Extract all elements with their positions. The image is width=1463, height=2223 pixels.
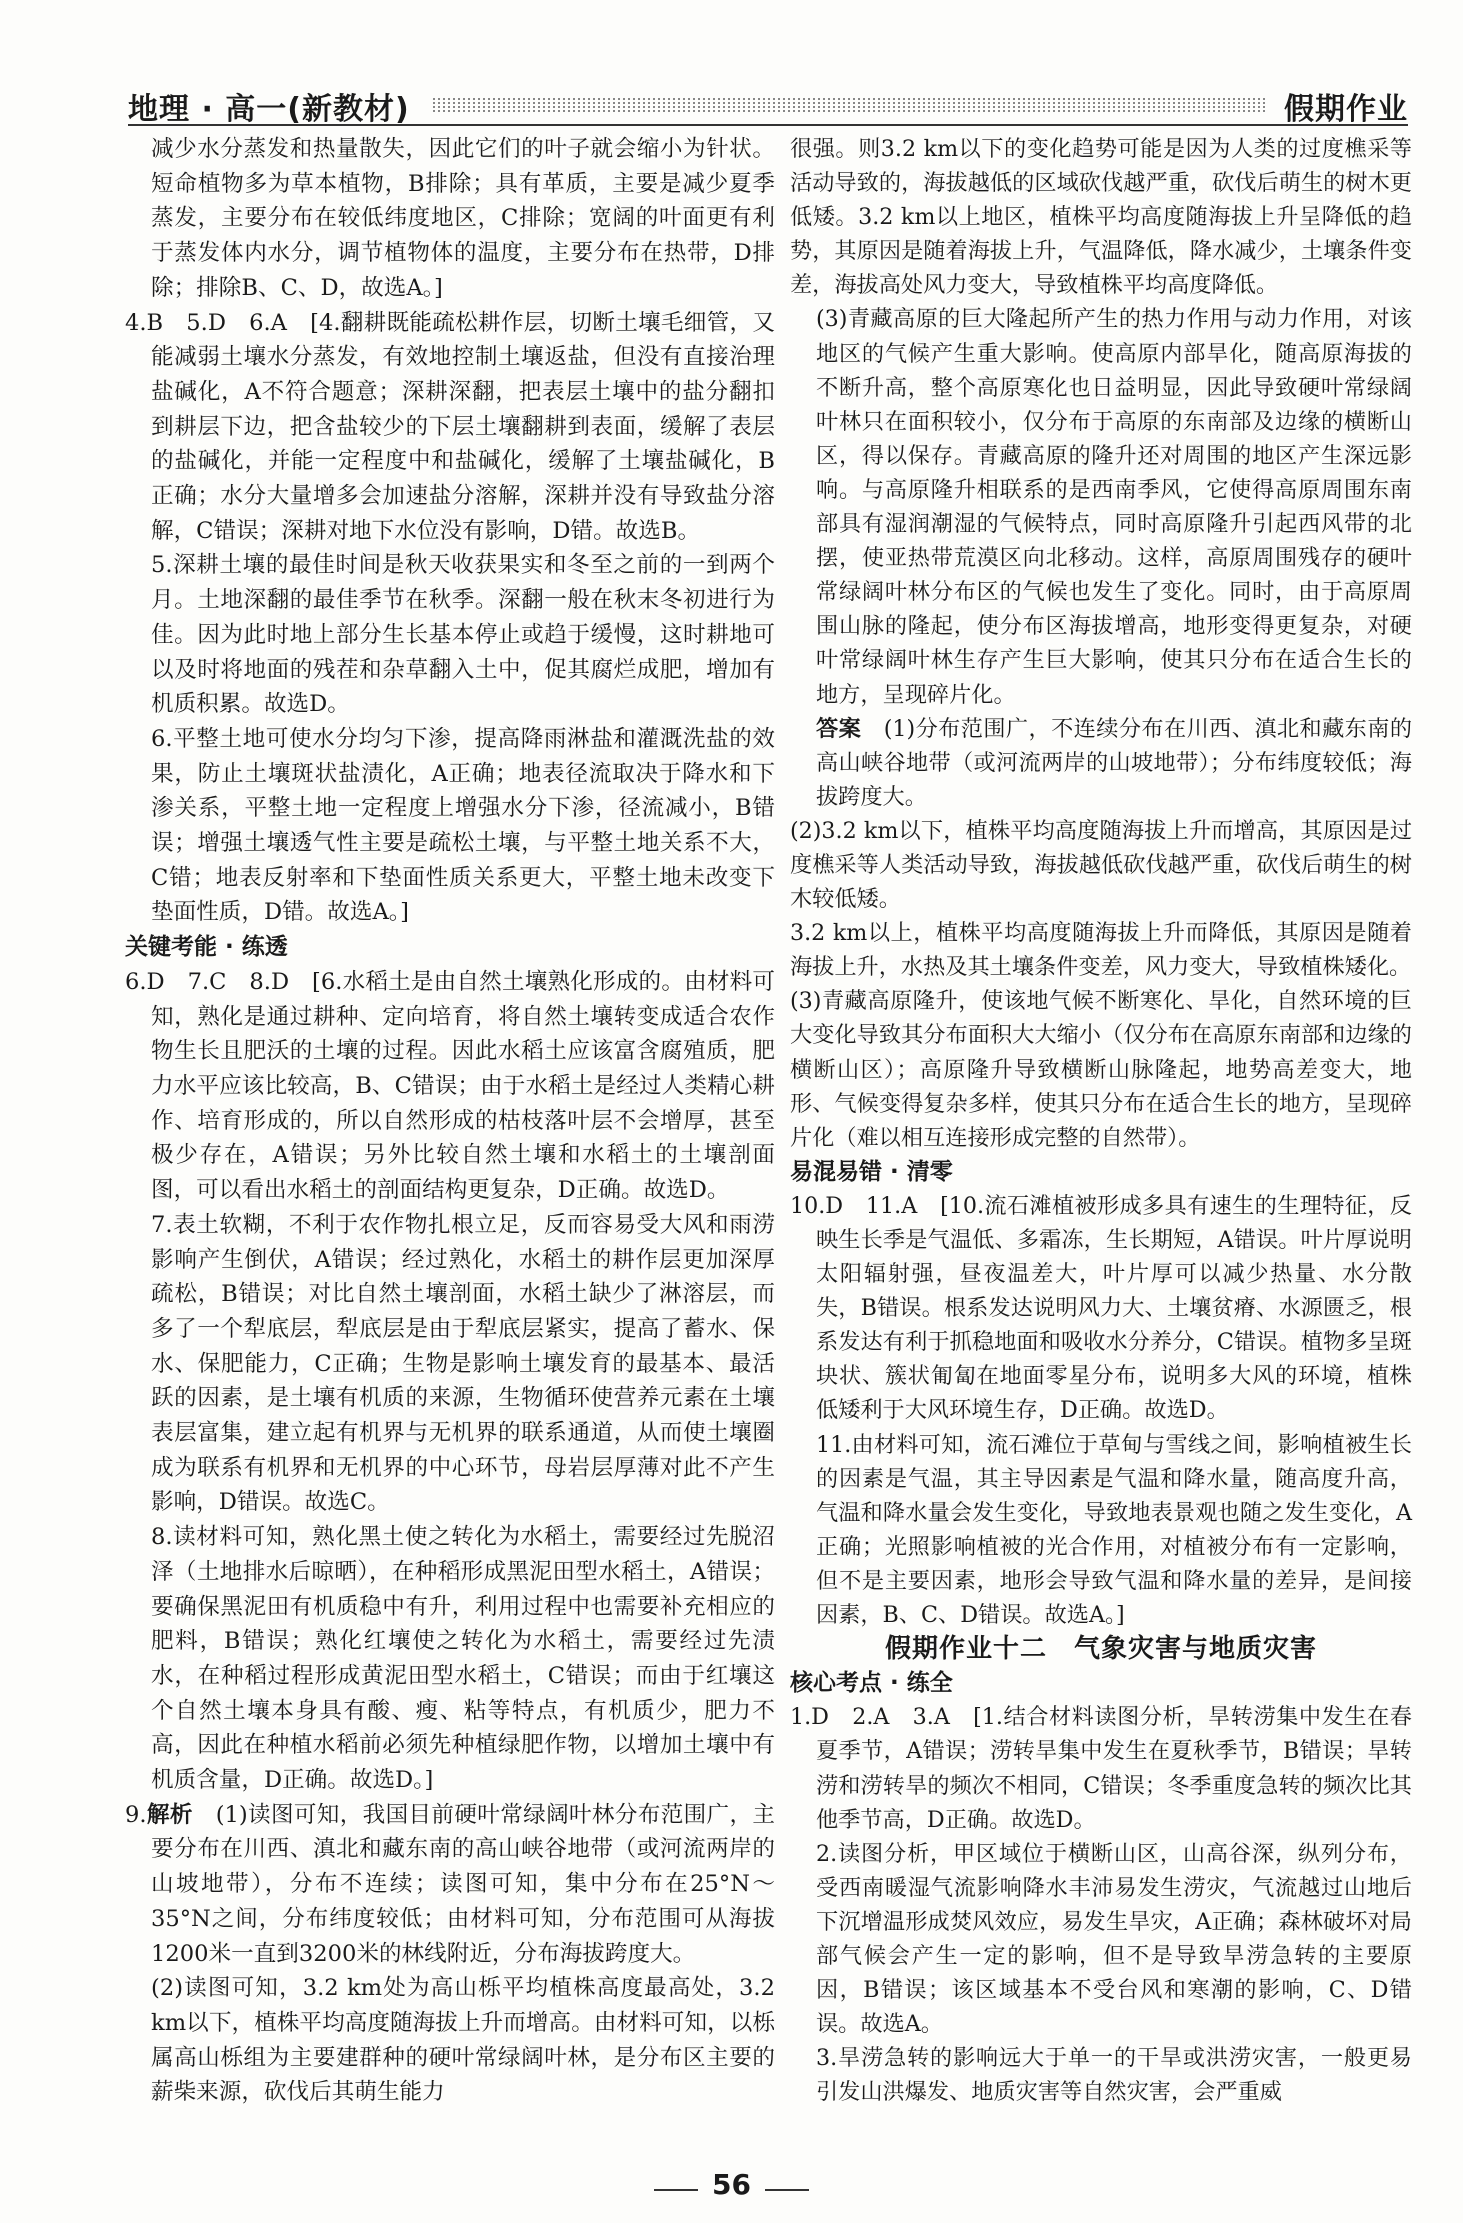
text-paragraph: 1.D 2.A 3.A [1.结合材料读图分析，旱转涝集中发生在春夏季节，A错误；涝转旱集中发生在夏秋季节，B错误；旱转涝和涝转旱的频次不相同，C错误；冬季重度急转的频次比其他季节高，D正确。故选D。 [790, 1704, 1412, 1833]
section-heading: 易混易错 · 清零 [790, 1158, 953, 1185]
text-paragraph: 减少水分蒸发和热量散失，因此它们的叶子就会缩小为针状。短命植物多为草本植物，B排除；具有革质，主要是减少夏季蒸发，主要分布在较低纬度地区，C排除；宽阔的叶面更有利于蒸发体内水分，调节植物体的温度，主要分布在热带，D排除；排除B、C、D，故选A。] [151, 136, 775, 301]
spacer [193, 1802, 216, 1828]
text-paragraph: (2)3.2 km以下，植株平均高度随海拔上升而增高，其原因是过度樵采等人类活动导致，海拔越低砍伐越严重，砍伐后萌生的树木较低矮。 [790, 817, 1412, 913]
spacer [861, 716, 884, 742]
footer-right-dash [765, 2189, 809, 2191]
text-paragraph: 8.读材料可知，熟化黑土使之转化为水稻土，需要经过先脱沼泽（土地排水后晾晒），在种稻形成黑泥田型水稻土，A错误；要确保黑泥田有机质稳中有升，利用过程中也需要补充相应的肥料，B错误；熟化红壤使之转化为水稻土，需要经过先渍水，在种稻过程形成黄泥田型水稻土，C错误；而由于红壤这个自然土壤本身具有酸、瘦、粘等特点，有机质少，肥力不高，因此在种植水稻前必须先种植绿肥作物，以增加土壤中有机质含量，D正确。故选D。] [151, 1524, 775, 1794]
header-rule [128, 124, 1408, 126]
answer-label: 答案 [816, 715, 862, 742]
text-paragraph: 4.B 5.D 6.A [4.翻耕既能疏松耕作层，切断土壤毛细管，又能减弱土壤水分蒸发，有效地控制土壤返盐，但没有直接治理盐碱化，A不符合题意；深耕深翻，把表层土壤中的盐分翻扣到耕层下边，把含盐较少的下层土壤翻耕到表面，缓解了表层的盐碱化，并能一定程度中和盐碱化，缓解了土壤盐碱化，B正确；水分大量增多会加速盐分溶解，深耕并没有导致盐分溶解，C错误；深耕对地下水位没有影响，D错。故选B。 [125, 309, 775, 544]
text-paragraph: 5.深耕土壤的最佳时间是秋天收获果实和冬至之前的一到两个月。土地深翻的最佳季节在秋季。深翻一般在秋末冬初进行为佳。因为此时地上部分生长基本停止或趋于缓慢，这时耕地可以及时将地面的残茬和杂草翻入土中，促其腐烂成肥，增加有机质积累。故选D。 [151, 552, 775, 718]
answer-paragraph [790, 712, 1412, 814]
text-paragraph: 3.2 km以上，植株平均高度随海拔上升而降低，其原因是随着海拔上升，水热及其土壤条件变差，风力变大，导致植株矮化。 [790, 920, 1412, 981]
section-heading: 关键考能 · 练透 [125, 934, 288, 961]
text-paragraph: 7.表土软糊，不利于农作物扎根立足，反而容易受大风和雨涝影响产生倒伏，A错误；经过熟化，水稻土的耕作层更加深厚疏松，B错误；对比自然土壤剖面，水稻土缺少了淋溶层，而多了一个犁底层，犁底层是由于犁底层紧实，提高了蓄水、保水、保肥能力，C正确；生物是影响土壤发育的最基本、最活跃的因素，是土壤有机质的来源，生物循环使营养元素在土壤表层富集，建立起有机界与无机界的联系通道，从而使土壤圈成为联系有机界和无机界的中心环节，母岩层厚薄对此不产生影响，D错误。故选C。 [151, 1211, 775, 1516]
header-subject: 地理 · 高一(新教材) [128, 92, 410, 127]
page-number: 56 [712, 2168, 751, 2201]
section-heading: 核心考点 · 练全 [790, 1670, 953, 1697]
assignment-title: 假期作业十二 气象灾害与地质灾害 [884, 1634, 1317, 1665]
text-paragraph: 很强。则3.2 km以下的变化趋势可能是因为人类的过度樵采等活动导致的，海拔越低的区域砍伐越严重，砍伐后萌生的树木更低矮。3.2 km以上地区，植株平均高度随海拔上升呈降低的趋势，其原因是随着海拔上升，气温降低，降水减少，土壤条件变差，海拔高处风力变大，导致植株平均高度降低。 [790, 136, 1412, 299]
left-column [125, 132, 775, 2110]
text-paragraph: 11.由材料可知，流石滩位于草甸与雪线之间，影响植被生长的因素是气温，其主导因素是气温和降水量，随高度升高，气温和降水量会发生变化，导致地表景观也随之发生变化，A正确；光照影响植被的光合作用，对植被分布有一定影响，但不是主要因素，地形会导致气温和降水量的差异，是间接因素，B、C、D错误。故选A。] [816, 1431, 1412, 1629]
footer-left-dash [654, 2189, 698, 2191]
right-column [790, 132, 1412, 2109]
answer-text: (1)分布范围广，不连续分布在川西、滇北和藏东南的高山峡谷地带（或河流两岸的山坡地带）；分布纬度较低；海拔跨度大。 [816, 715, 1413, 810]
text-paragraph: (3)青藏高原的巨大隆起所产生的热力作用与动力作用，对该地区的气候产生重大影响。使高原内部旱化，随高原海拔的不断升高，整个高原寒化也日益明显，因此导致硬叶常绿阔叶林只在面积较小，仅分布于高原的东南部及边缘的横断山区，得以保存。青藏高原的隆升还对周围的地区产生深远影响。与高原隆升相联系的是西南季风，它使得高原周围东南部具有湿润潮湿的气候特点，同时高原隆升引起西风带的北摆，使亚热带荒漠区向北移动。这样，高原周围残存的硬叶常绿阔叶林分布区的气候也发生了变化。同时，由于高原周围山脉的隆起，使分布区海拔增高，地形变得更复杂，对硬叶常绿阔叶林生存产生巨大影响，使其只分布在适合生长的地方，呈现碎片化。 [816, 306, 1412, 708]
page-footer [0, 2168, 1463, 2201]
header-series-title: 假期作业 [1284, 92, 1408, 127]
text-paragraph: 2.读图分析，甲区域位于横断山区，山高谷深，纵列分布，受西南暖湿气流影响降水丰沛易发生涝灾，气流越过山地后下沉增温形成焚风效应，易发生旱灾，A正确；森林破坏对局部气候会产生一定的影响，但不是导致旱涝急转的主要原因，B错误；该区域基本不受台风和寒潮的影响，C、D错误。故选A。 [816, 1840, 1412, 2038]
analysis-label: 解析 [146, 1801, 193, 1828]
text-paragraph: (2)读图可知，3.2 km处为高山栎平均植株高度最高处，3.2 km以下，植株平均高度随海拔上升而增高。由材料可知，以栎属高山栎组为主要建群种的硬叶常绿阔叶林，是分布区主要的薪柴来源，砍伐后其萌生能力 [151, 1975, 775, 2106]
text-paragraph: 3.旱涝急转的影响远大于单一的干旱或洪涝灾害，一般更易引发山洪爆发、地质灾害等自然灾害，会严重威 [816, 2045, 1412, 2106]
analysis-text: (1)读图可知，我国目前硬叶常绿阔叶林分布范围广，主要分布在川西、滇北和藏东南的高山峡谷地带（或河流两岸的山坡地带），分布不连续；读图可知，集中分布在25°N～35°N之间，分布纬度较低；由材料可知，分布范围可从海拔1200米一直到3200米的林线附近，分布海拔跨度大。 [151, 1801, 776, 1967]
text-paragraph: 10.D 11.A [10.流石滩植被形成多具有速生的生理特征，反映生长季是气温低、多霜冻，生长期短，A错误。叶片厚说明太阳辐射强，昼夜温差大，叶片厚可以减少热量、水分散失，B错误。根系发达说明风力大、土壤贫瘠、水源匮乏，根系发达有利于抓稳地面和吸收水分养分，C错误。植物多呈斑块状、簇状匍匐在地面零星分布，说明多大风的环境，植株低矮利于大风环境生存，D正确。故选D。 [790, 1192, 1412, 1424]
text-paragraph: (3)青藏高原隆升，使该地气候不断寒化、旱化，自然环境的巨大变化导致其分布面积大大缩小（仅分布在高原东南部和边缘的横断山区）；高原隆升导致横断山脉隆起，地势高差变大，地形、气候变得复杂多样，使其只分布在适合生长的地方，呈现碎片化（难以相互连接形成完整的自然带）。 [790, 988, 1412, 1151]
text-paragraph: 6.平整土地可使水分均匀下渗，提高降雨淋盐和灌溉洗盐的效果，防止土壤斑状盐渍化，A正确；地表径流取决于降水和下渗关系，平整土地一定程度上增强水分下渗，径流减小，B错误；增强土壤透气性主要是疏松土壤，与平整土地关系不大，C错；地表反射率和下垫面性质关系更大，平整土地未改变下垫面性质，D错。故选A。] [151, 725, 775, 926]
header-dotted-rule [433, 98, 1268, 112]
page-header [128, 84, 1408, 126]
question-number: 9. [125, 1801, 147, 1828]
text-paragraph: 6.D 7.C 8.D [6.水稻土是由自然土壤熟化形成的。由材料可知，熟化是通过耕种、定向培育，将自然土壤转变成适合农作物生长且肥沃的土壤的过程。因此水稻土应该富含腐殖质，肥力水平应该比较高，B、C错误；由于水稻土是经过人类精心耕作、培育形成的，所以自然形成的枯枝落叶层不会增厚，甚至极少存在，A错误；另外比较自然土壤和水稻土的土壤剖面图，可以看出水稻土的剖面结构更复杂，D正确。故选D。 [125, 968, 775, 1204]
answer-paragraph [125, 1798, 775, 1972]
